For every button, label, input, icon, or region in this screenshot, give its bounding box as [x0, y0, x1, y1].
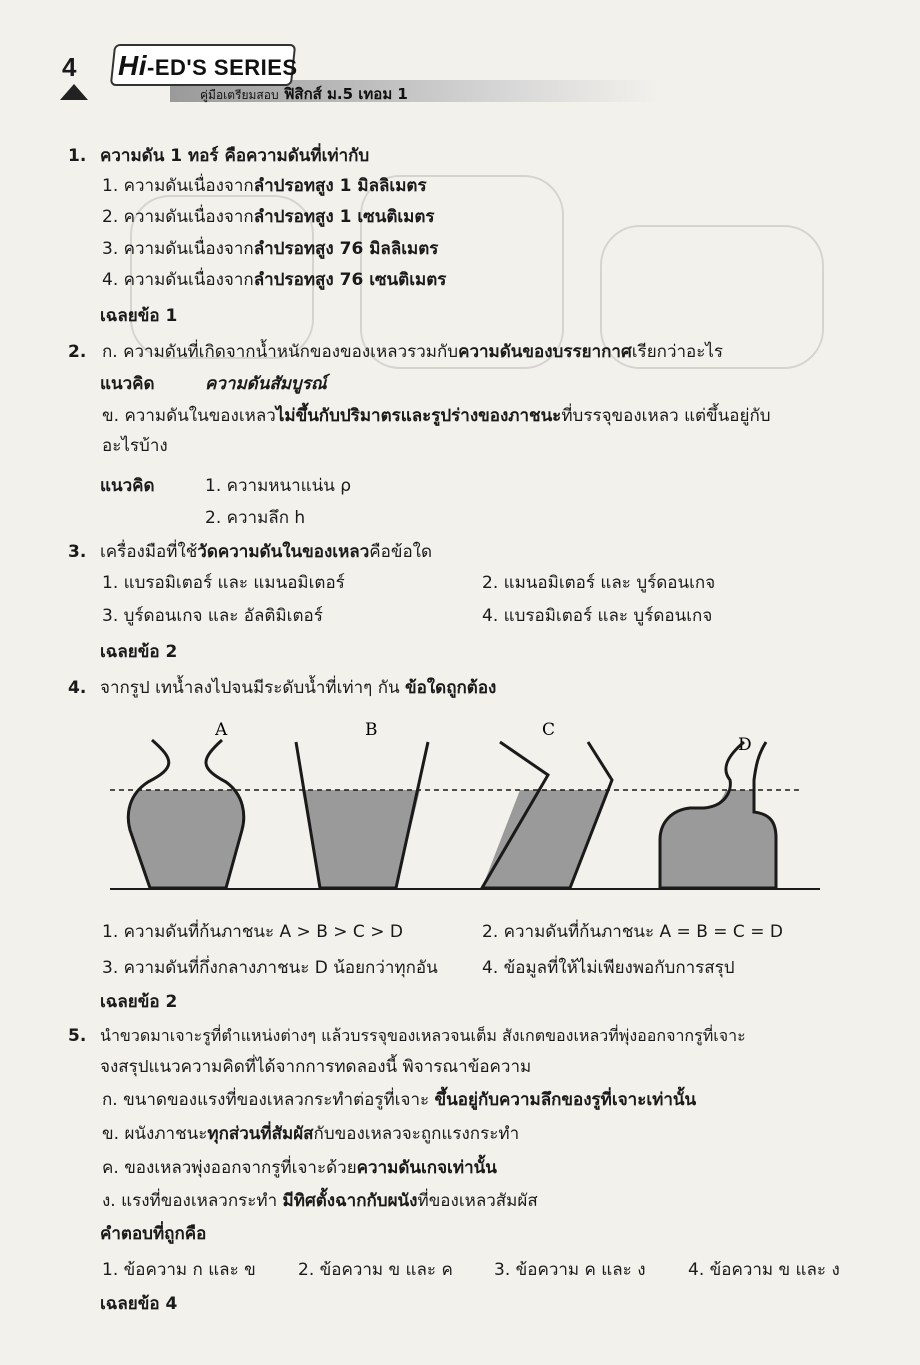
vessel-label-c: C — [542, 720, 556, 740]
question-5-stem-line1: นำขวดมาเจาะรูที่ตำแหน่งต่างๆ แล้วบรรจุของเหลวจนเต็ม สังเกตของเหลวที่พุ่งออกจากรูที่เจาะ — [100, 1026, 746, 1045]
q2-concept-label-b: แนวคิด — [100, 476, 155, 496]
q2-concept-a: ความดันสัมบูรณ์ — [205, 374, 327, 394]
q1-choice-3: 3. ความดันเนื่องจากลำปรอทสูง 76 มิลลิเมตร — [102, 239, 439, 259]
q2-concept-label-a: แนวคิด — [100, 374, 155, 394]
vessel-label-b: B — [365, 720, 378, 740]
question-1-stem: ความดัน 1 ทอร์ คือความดันที่เท่ากับ — [100, 146, 370, 166]
q5-choice-4: 4. ข้อความ ข และ ง — [688, 1260, 840, 1280]
page-number: 4 — [62, 52, 77, 82]
q5-statement-d: ง. แรงที่ของเหลวกระทำ มีทิศตั้งฉากกับผนังที่ของเหลวสัมผัส — [102, 1191, 538, 1211]
q2-part-a: ก. ความดันที่เกิดจากน้ำหนักของของเหลวรวมกับความดันของบรรยากาศเรียกว่าอะไร — [102, 342, 724, 362]
triangle-icon — [60, 84, 88, 100]
q3-choice-1: 1. แบรอมิเตอร์ และ แมนอมิเตอร์ — [102, 573, 345, 593]
q2-part-b: ข. ความดันในของเหลวไม่ขึ้นกับปริมาตรและรูปร่างของภาชนะที่บรรจุของเหลว แต่ขึ้นอยู่กับ — [102, 406, 771, 426]
q5-correct-label: คำตอบที่ถูกคือ — [100, 1224, 207, 1244]
q1-choice-4: 4. ความดันเนื่องจากลำปรอทสูง 76 เซนติเมตร — [102, 270, 447, 290]
q5-statement-c: ค. ของเหลวพุ่งออกจากรูที่เจาะด้วยความดันเกจเท่านั้น — [102, 1158, 497, 1178]
q4-choice-1: 1. ความดันที่ก้นภาชนะ A > B > C > D — [102, 922, 403, 942]
q5-answer: เฉลยข้อ 4 — [100, 1294, 178, 1314]
question-2-number: 2. — [68, 342, 87, 362]
q5-statement-b: ข. ผนังภาชนะทุกส่วนที่สัมผัสกับของเหลวจะถูกแรงกระทำ — [102, 1124, 520, 1144]
q2-concept-b2: 2. ความลึก h — [205, 508, 306, 528]
q2-part-b-line2: อะไรบ้าง — [102, 436, 168, 456]
question-3-number: 3. — [68, 542, 87, 562]
q5-choice-1: 1. ข้อความ ก และ ข — [102, 1260, 256, 1280]
q4-choice-4: 4. ข้อมูลที่ให้ไม่เพียงพอกับการสรุป — [482, 958, 735, 978]
vessel-label-d: D — [738, 735, 752, 755]
q5-statement-a: ก. ขนาดของแรงที่ของเหลวกระทำต่อรูที่เจาะ ขึ้นอยู่กับความลึกของรูที่เจาะเท่านั้น — [102, 1090, 697, 1110]
q4-answer: เฉลยข้อ 2 — [100, 992, 178, 1012]
question-4-stem: จากรูป เทน้ำลงไปจนมีระดับน้ำที่เท่าๆ กัน ข้อใดถูกต้อง — [100, 678, 497, 698]
q1-answer: เฉลยข้อ 1 — [100, 306, 178, 326]
vessels-figure — [0, 710, 920, 900]
question-1-number: 1. — [68, 146, 87, 166]
q5-choice-3: 3. ข้อความ ค และ ง — [494, 1260, 646, 1280]
q2-concept-b1: 1. ความหนาแน่น ρ — [205, 476, 352, 496]
q3-answer: เฉลยข้อ 2 — [100, 642, 178, 662]
q5-choice-2: 2. ข้อความ ข และ ค — [298, 1260, 453, 1280]
q4-choice-2: 2. ความดันที่ก้นภาชนะ A = B = C = D — [482, 922, 783, 942]
question-5-number: 5. — [68, 1026, 87, 1046]
question-4-number: 4. — [68, 678, 87, 698]
q1-choice-2: 2. ความดันเนื่องจากลำปรอทสูง 1 เซนติเมตร — [102, 207, 435, 227]
q3-choice-3: 3. บูร์ดอนเกจ และ อัลติมิเตอร์ — [102, 606, 323, 626]
question-5-stem-line2: จงสรุปแนวความคิดที่ได้จากการทดลองนี้ พิจารณาข้อความ — [100, 1057, 532, 1077]
q1-choice-1: 1. ความดันเนื่องจากลำปรอทสูง 1 มิลลิเมตร — [102, 176, 427, 196]
vessel-b-water — [302, 790, 420, 888]
vessel-label-a: A — [215, 720, 228, 740]
q4-choice-3: 3. ความดันที่กึ่งกลางภาชนะ D น้อยกว่าทุกอัน — [102, 958, 438, 978]
q3-choice-2: 2. แมนอมิเตอร์ และ บูร์ดอนเกจ — [482, 573, 716, 593]
series-logo: Hi-ED'S SERIES — [118, 50, 298, 81]
question-3-stem: เครื่องมือที่ใช้วัดความดันในของเหลวคือข้อใด — [100, 542, 433, 562]
header-subtitle: คู่มือเตรียมสอบ ฟิสิกส์ ม.5 เทอม 1 — [200, 85, 408, 103]
q3-choice-4: 4. แบรอมิเตอร์ และ บูร์ดอนเกจ — [482, 606, 713, 626]
